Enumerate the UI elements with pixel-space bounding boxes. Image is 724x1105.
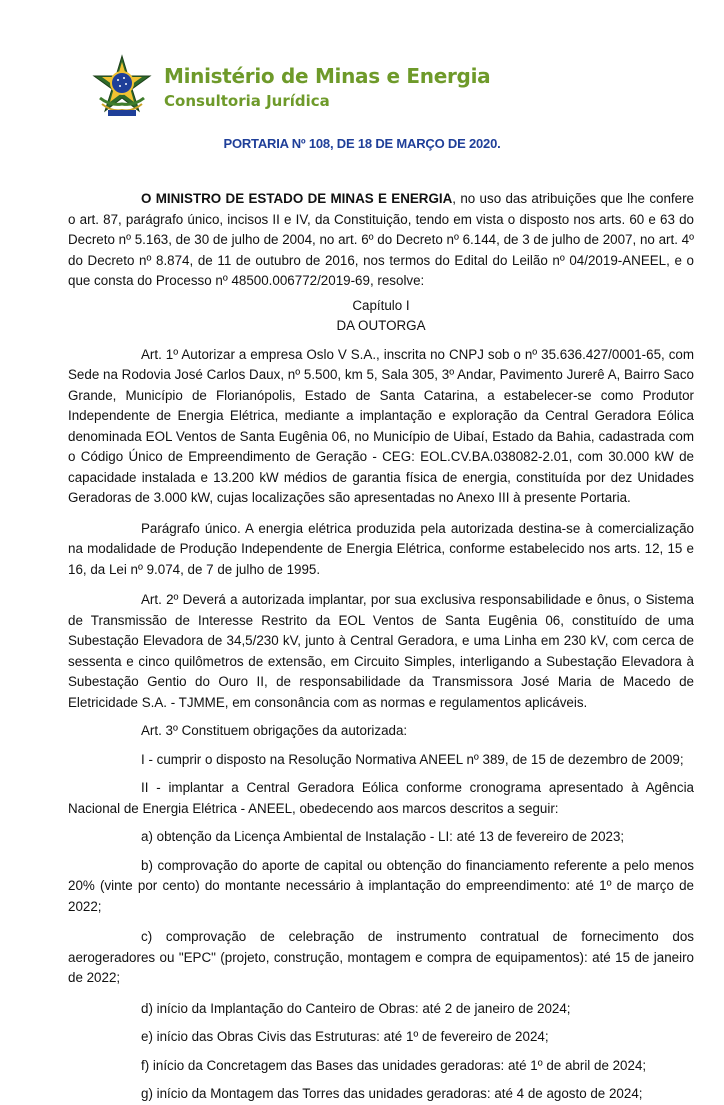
preamble-text: , no uso das atribuições que lhe confere o art. 87, parágrafo único, incisos II e IV, da Constituição, tendo em vista o disposto nos arts. 60 e 63 do Decreto nº 5.163, de 30 de julho de 2004, no art. 6º do Decreto nº 6.144, de 3 de julho de 2007, no art. 4º do Decreto nº 8.874, de 11 de outubro de 2016, nos termos do Edital do Leilão nº 04/2019-ANEEL, e o que consta do Processo nº 48500.006772/2019-69, resolve: xyxy=(68,191,694,288)
document-title: PORTARIA Nº 108, DE 18 DE MARÇO DE 2020. xyxy=(223,136,501,151)
article-3: Art. 3º Constituem obrigações da autorizada: xyxy=(141,723,408,738)
chapter-title: DA OUTORGA xyxy=(336,318,426,333)
article-1: Art. 1º Autorizar a empresa Oslo V S.A., inscrita no CNPJ sob o nº 35.636.427/0001-65, com Sede na Rodovia José Carlos Daux, nº 5.500, km 5, Sala 305, 3º Andar, Pavimento Jurerê A, Bairro Saco Grande, Município de Florianópolis, Estado de Santa Catarina, a estabelecer-se como Produtor Independente de Energia Elétrica, mediante a implantação e exploração da Central Geradora Eólica denominada EOL Ventos de Santa Eugênia 06, no Município de Uibaí, Estado da Bahia, cadastrada com o Código Único de Empreendimento de Geração - CEG: EOL.CV.BA.038082-2.01, com 30.000 kW de capacidade instalada e 13.200 kW médios de garantia física de energia, constituída por dez Unidades Geradoras de 3.000 kW, cujas localizações são apresentadas no Anexo III à presente Portaria. xyxy=(68,346,694,505)
office-name: Consultoria Jurídica xyxy=(164,92,330,110)
brazil-coat-of-arms-icon xyxy=(90,54,154,118)
alinea-b: b) comprovação do aporte de capital ou obtenção do financiamento referente a pelo menos 20% (vinte por cento) do montante necessário à implantação do empreendimento: até 1º de março de 2022; xyxy=(68,857,694,914)
alinea-d: d) início da Implantação do Canteiro de Obras: até 2 de janeiro de 2024; xyxy=(141,1000,571,1016)
chapter-number: Capítulo I xyxy=(352,297,410,313)
preamble-authority: O MINISTRO DE ESTADO DE MINAS E ENERGIA xyxy=(141,191,453,206)
alinea-g: g) início da Montagem das Torres das unidades geradoras: até 4 de agosto de 2024; xyxy=(141,1086,643,1101)
preamble xyxy=(68,189,694,292)
article-1-paragraph: Parágrafo único. A energia elétrica produzida pela autorizada destina-se à comercialização na modalidade de Produção Independente de Energia Elétrica, conforme estabelecido nos arts. 12, 15 e 16, da Lei nº 9.074, de 7 de julho de 1995. xyxy=(68,520,694,577)
alinea-f: f) início da Concretagem das Bases das unidades geradoras: até 1º de abril de 2024; xyxy=(141,1057,647,1073)
article-2: Art. 2º Deverá a autorizada implantar, por sua exclusiva responsabilidade e ônus, o Sistema de Transmissão de Interesse Restrito da EOL Ventos de Santa Eugênia 06, constituído de uma Subestação Elevadora de 34,5/230 kV, junto à Central Geradora, e uma Linha em 230 kV, com cerca de sessenta e cinco quilômetros de extensão, em Circuito Simples, interligando a Subestação Elevadora à Subestação Gentio do Ouro II, de responsabilidade da Transmissora José Maria de Macedo de Eletricidade S.A. - TJMME, em consonância com as normas e regulamentos aplicáveis. xyxy=(68,592,694,710)
inciso-i: I - cumprir o disposto na Resolução Normativa ANEEL nº 389, de 15 de dezembro de 2009; xyxy=(141,751,684,767)
alinea-c: c) comprovação de celebração de instrumento contratual de fornecimento dos aerogeradores ou "EPC" (projeto, construção, montagem e compra de equipamentos): até 15 de janeiro de 2022; xyxy=(68,929,694,985)
document-body xyxy=(68,189,694,1105)
alinea-e: e) início das Obras Civis das Estruturas: até 1º de fevereiro de 2024; xyxy=(141,1029,549,1044)
inciso-ii: II - implantar a Central Geradora Eólica conforme cronograma apresentado à Agência Nacional de Energia Elétrica - ANEEL, obedecendo aos marcos descritos a seguir: xyxy=(68,780,694,816)
alinea-a: a) obtenção da Licença Ambiental de Instalação - LI: até 13 de fevereiro de 2023; xyxy=(141,829,625,844)
ministry-name: Ministério de Minas e Energia xyxy=(164,64,491,88)
